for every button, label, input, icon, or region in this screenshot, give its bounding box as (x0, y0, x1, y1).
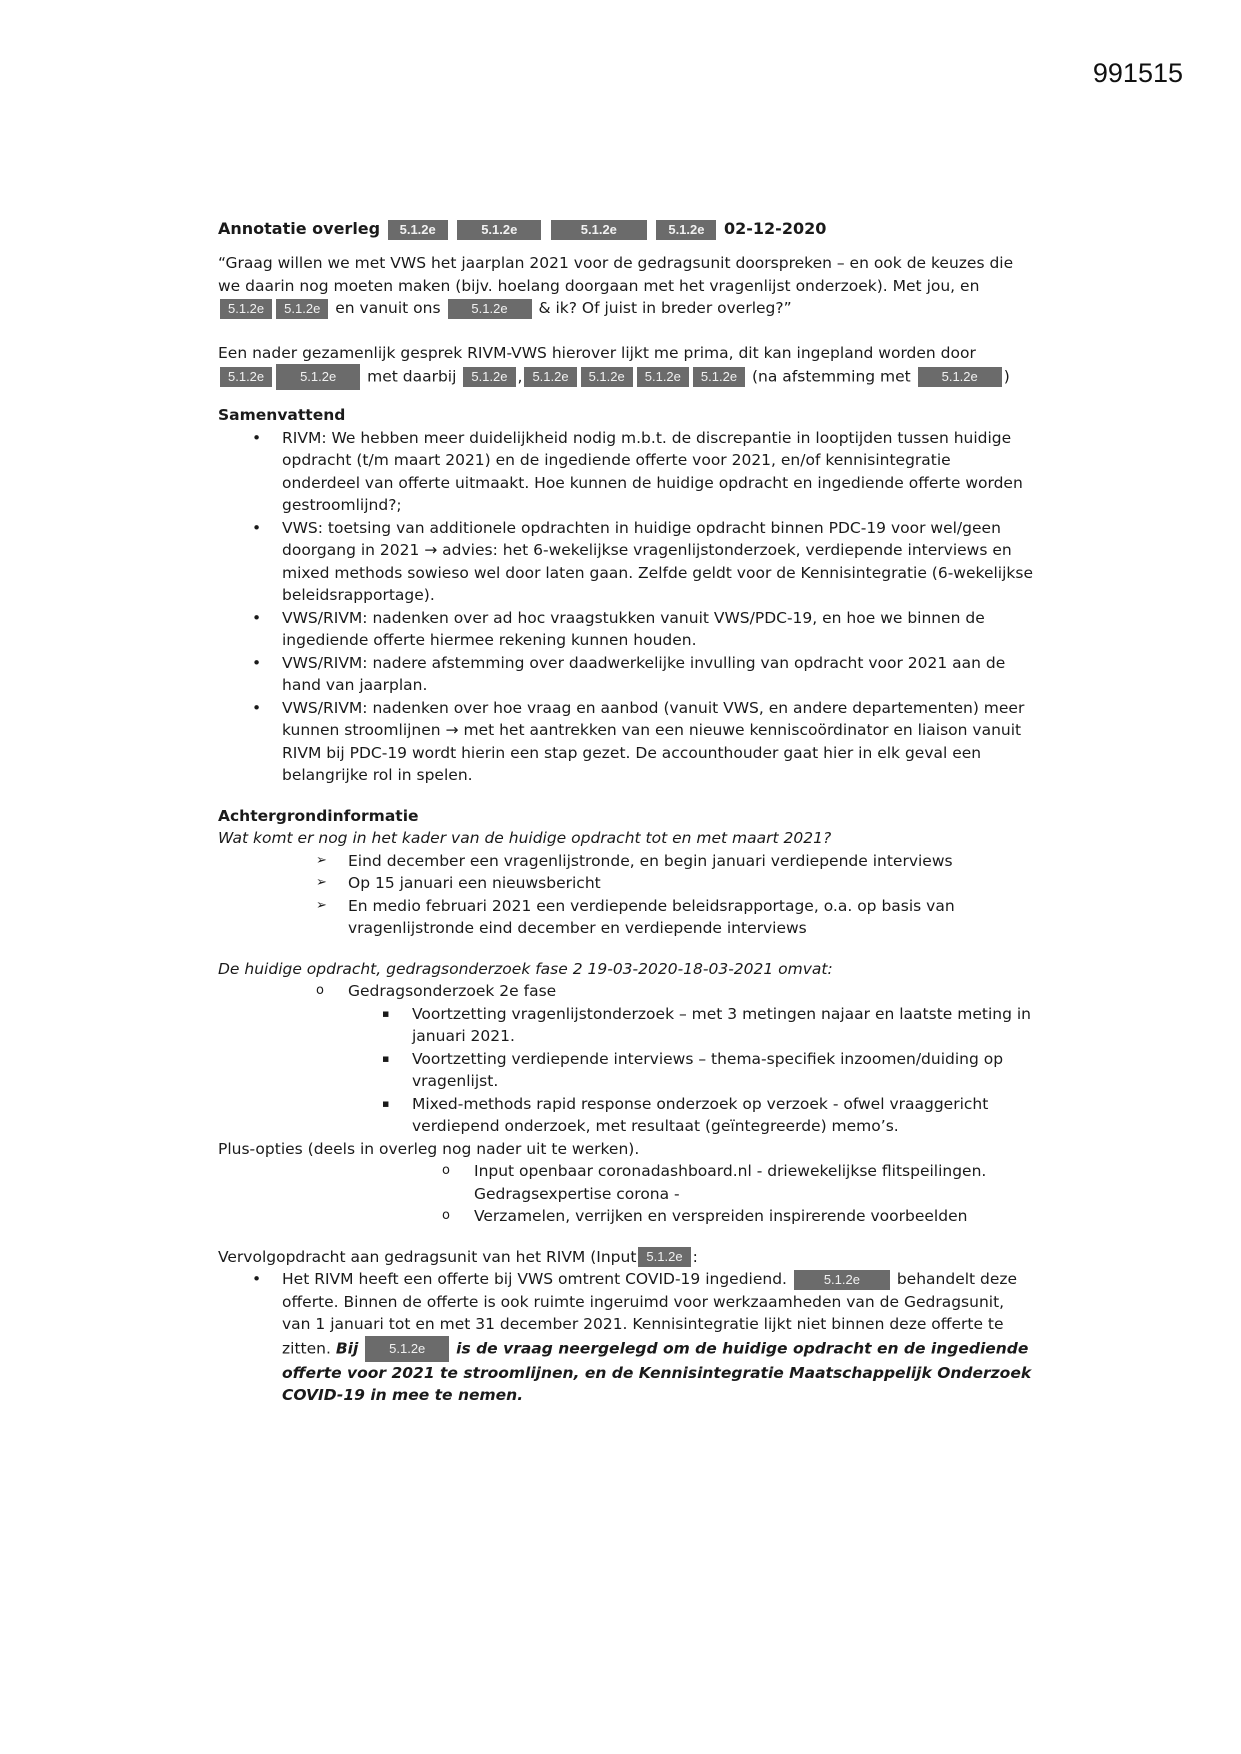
document-body (218, 214, 1033, 1407)
redaction-box: 5.1.2e (581, 367, 633, 387)
list-item: ➢ Op 15 januari een nieuwsbericht (348, 872, 1033, 895)
redaction-box: 5.1.2e (463, 367, 515, 387)
list-item: ▪ Mixed-methods rapid response onderzoek op verzoek - ofwel vraaggericht verdiepend onderzoek, met resultaat (geïntegreerde) memo’s. (412, 1093, 1033, 1138)
list-item: ▪ Voortzetting verdiepende interviews – thema-specifiek inzoomen/duiding op vragenlijst. (412, 1048, 1033, 1093)
list-item: • VWS/RIVM: nadenken over hoe vraag en aanbod (vanuit VWS, en andere departementen) meer kunnen stroomlijnen → met het aantrekken van een nieuwe kenniscoördinator en liaison vanuit RIVM bij PDC-19 wordt hierin een stap gezet. De accounthouder gaat hier in elk geval een belangrijke rol in spelen. (282, 697, 1033, 787)
redaction-box: 5.1.2e (638, 1247, 690, 1267)
follow-up-heading: Vervolgopdracht aan gedragsunit van het RIVM (Input 5.1.2e : (218, 1247, 698, 1266)
list-item: o Gedragsonderzoek 2e fase (348, 980, 1033, 1003)
redaction-box: 5.1.2e (457, 220, 541, 240)
background-question: Wat komt er nog in het kader van de huidige opdracht tot en met maart 2021? (218, 829, 832, 847)
redaction-box: 5.1.2e (220, 367, 272, 387)
quote-paragraph: “Graag willen we met VWS het jaarplan 2021 voor de gedragsunit doorspreken – en ook de keuzes die we daarin nog moeten maken (bijv. hoelang doorgaan met het vragenlijst onderzoek). Met jou, en5.1.2e 5.1.2e en vanuit ons 5.1.2e & ik? Of juist in breder overleg?” (218, 254, 1014, 317)
document-number: 991515 (1092, 58, 1183, 88)
redaction-box: 5.1.2e (693, 367, 745, 387)
list-item: • VWS: toetsing van additionele opdrachten in huidige opdracht binnen PDC-19 voor wel/geen doorgang in 2021 → advies: het 6-wekelijkse vragenlijstonderzoek, verdiepende interviews en mixed methods sowieso wel door laten gaan. Zelfde geldt voor de Kennisintegratie (6-wekelijkse beleidsrapportage). (282, 517, 1033, 607)
redaction-box: 5.1.2e (388, 220, 448, 240)
section-heading-achtergrond: Achtergrondinformatie (218, 806, 419, 825)
list-item: • VWS/RIVM: nadenken over ad hoc vraagstukken vanuit VWS/PDC-19, en hoe we binnen de ingediende offerte hiermee rekening kunnen houden. (282, 607, 1033, 652)
redaction-box: 5.1.2e (448, 299, 532, 319)
redaction-box: 5.1.2e (551, 220, 647, 240)
list-item: • VWS/RIVM: nadere afstemming over daadwerkelijke invulling van opdracht voor 2021 aan de hand van jaarplan. (282, 652, 1033, 697)
redaction-box: 5.1.2e (637, 367, 689, 387)
planned-items-list (218, 850, 1033, 940)
list-item: o Input openbaar coronadashboard.nl - driewekelijkse flitspeilingen. Gedragsexpertise corona - (474, 1160, 1033, 1205)
follow-up-list (218, 1268, 1033, 1407)
plus-options-list (218, 1160, 1033, 1228)
current-assignment-heading: De huidige opdracht, gedragsonderzoek fase 2 19-03-2020-18-03-2021 omvat: (218, 959, 833, 978)
list-item: ▪ Voortzetting vragenlijstonderzoek – met 3 metingen najaar en laatste meting in januari 2021. (412, 1003, 1033, 1048)
list-item: • RIVM: We hebben meer duidelijkheid nodig m.b.t. de discrepantie in looptijden tussen huidige opdracht (t/m maart 2021) en de ingediende offerte voor 2021, en/of kennisintegratie onderdeel van offerte uitmaakt. Hoe kunnen de huidige opdracht en ingediende offerte worden gestroomlijnd?; (282, 427, 1033, 517)
meeting-date: 02-12-2020 (724, 219, 827, 238)
redaction-box: 5.1.2e (794, 1270, 890, 1290)
list-item: o Verzamelen, verrijken en verspreiden inspirerende voorbeelden (474, 1205, 1033, 1228)
redaction-box: 5.1.2e (220, 299, 272, 319)
redaction-box: 5.1.2e (365, 1336, 449, 1362)
redaction-box: 5.1.2e (276, 364, 360, 390)
page-title: Annotatie overleg 5.1.2e 5.1.2e 5.1.2e 5.1.2e 02-12-2020 (218, 219, 827, 238)
section-heading-samenvattend: Samenvattend (218, 406, 346, 424)
phase-list (218, 980, 1033, 1003)
list-item: ➢ En medio februari 2021 een verdiepende beleidsrapportage, o.a. op basis van vragenlijstronde eind december en verdiepende interviews (348, 895, 1033, 940)
redaction-box: 5.1.2e (918, 367, 1002, 387)
plus-options: Plus-opties (deels in overleg nog nader uit te werken). (218, 1139, 640, 1158)
reply-paragraph: Een nader gezamenlijk gesprek RIVM-VWS hierover lijkt me prima, dit kan ingepland worden door 5.1.2e 5.1.2e met daarbij 5.1.2e , 5.1.2e 5.1.2e 5.1.2e 5.1.2e (na afstemming met 5.1.2e ) (218, 342, 1033, 391)
phase-subitems-list (218, 1003, 1033, 1138)
redaction-box: 5.1.2e (276, 299, 328, 319)
redaction-box: 5.1.2e (656, 220, 716, 240)
summary-list (218, 427, 1033, 787)
list-item: ➢ Eind december een vragenlijstronde, en begin januari verdiepende interviews (348, 850, 1033, 873)
list-item: • Het RIVM heeft een offerte bij VWS omtrent COVID-19 ingediend. 5.1.2e behandelt deze offerte. Binnen de offerte is ook ruimte ingeruimd voor werkzaamheden van de Gedragsunit, van 1 januari tot en met 31 december 2021. Kennisintegratie lijkt niet binnen deze offerte te zitten. Bij 5.1.2e is de vraag neergelegd om de huidige opdracht en de ingediende offerte voor 2021 te stroomlijnen, en de Kennisintegratie Maatschappelijk Onderzoek COVID-19 in mee te nemen. (282, 1268, 1033, 1407)
redaction-box: 5.1.2e (524, 367, 576, 387)
